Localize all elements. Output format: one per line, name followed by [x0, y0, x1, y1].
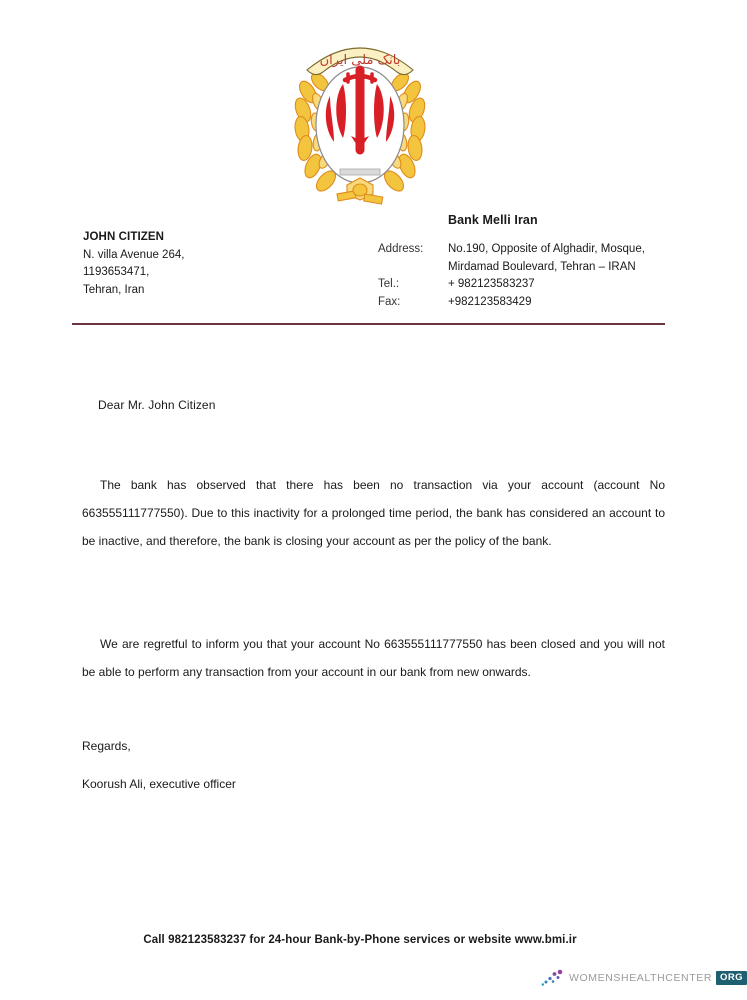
body-paragraph-1-text: The bank has observed that there has been no transaction via your account (account No 663555111777550). Due to this inactivity for a prolonged time period, the bank has considered an account to be inactive, and therefore, the bank is closing your account as per the policy of the bank. — [82, 478, 665, 548]
watermark-dots-icon — [541, 968, 565, 988]
bank-address-line1: No.190, Opposite of Alghadir, Mosque, — [448, 243, 645, 255]
footer-contact-line: Call 982123583237 for 24-hour Bank-by-Phone services or website www.bmi.ir — [143, 934, 577, 946]
bank-contact-labels — [378, 241, 423, 311]
watermark-text: WOMENSHEALTHCENTER — [569, 972, 713, 984]
header-divider — [72, 323, 665, 325]
salutation: Dear Mr. John Citizen — [98, 398, 216, 412]
logo-banner-text: بانک ملی ایران — [319, 53, 401, 68]
recipient-name: JOHN CITIZEN — [83, 231, 165, 243]
wreath-knot-icon — [337, 178, 383, 204]
recipient-address-block — [83, 229, 343, 299]
signer-name-title: Koorush Ali, executive officer — [82, 777, 236, 791]
tel-label: Tel.: — [378, 278, 400, 291]
bank-melli-iran-logo — [285, 22, 435, 212]
fax-label: Fax: — [378, 295, 401, 308]
bank-fax-value: +982123583429 — [448, 295, 532, 308]
body-paragraph-1 — [82, 471, 665, 555]
logo-bar — [340, 169, 380, 175]
logo-artwork — [285, 22, 435, 212]
body-paragraph-2-text: We are regretful to inform you that your account No 663555111777550 has been closed and you will not be able to perform any transaction from your account in our bank from new onwards. — [82, 637, 665, 679]
bank-tel-value: + 982123583237 — [448, 278, 535, 291]
recipient-city: Tehran, Iran — [83, 283, 145, 296]
bank-contact-values — [448, 241, 678, 311]
body-paragraph-2 — [82, 630, 665, 686]
bank-address-line2: Mirdamad Boulevard, Tehran – IRAN — [448, 260, 636, 273]
watermark — [541, 966, 747, 990]
bank-name: Bank Melli Iran — [448, 213, 538, 227]
closing-regards: Regards, — [82, 739, 131, 753]
address-label: Address: — [378, 243, 424, 255]
recipient-street: N. villa Avenue 264, — [83, 248, 185, 261]
recipient-postcode: 1193653471, — [83, 266, 150, 278]
watermark-org-badge: ORG — [716, 971, 747, 985]
